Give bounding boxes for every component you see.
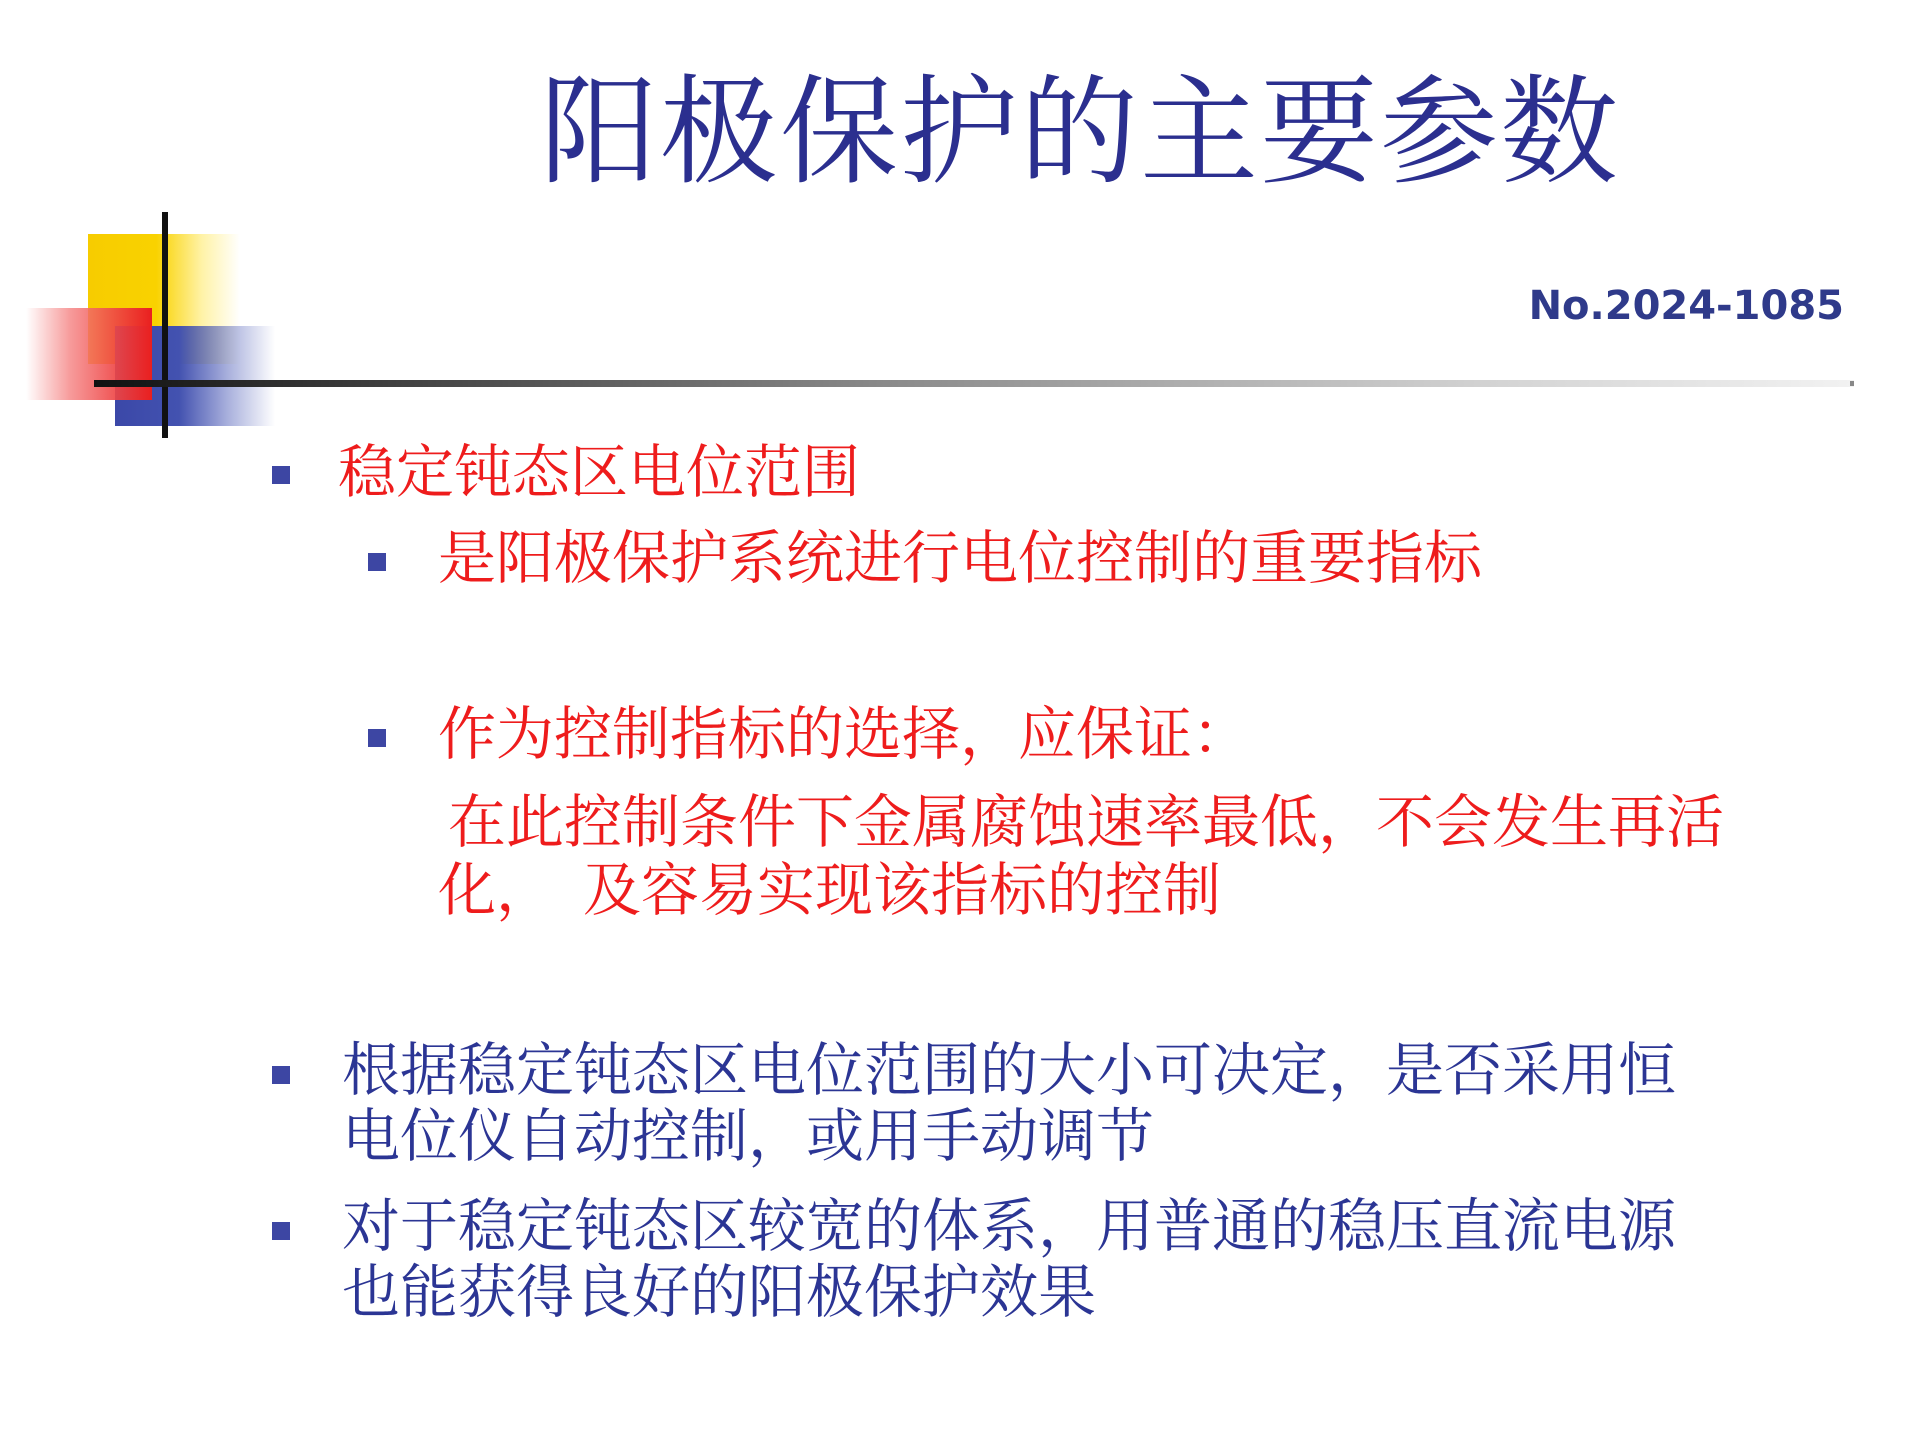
sub-bullet-marker: [368, 729, 386, 747]
bullet-marker: [272, 466, 290, 484]
sub-bullet-marker: [368, 553, 386, 571]
bullet-3-line-2: 也能获得良好的阳极保护效果: [342, 1258, 1097, 1326]
decor-rule-end-tick: [1850, 381, 1854, 386]
decor-horizontal-rule: [94, 380, 1854, 387]
decor-vertical-line: [162, 212, 168, 438]
bullet-3-line-1: 对于稳定钝态区较宽的体系，用普通的稳压直流电源: [342, 1192, 1677, 1260]
sub-bullet-1-text: 是阳极保护系统进行电位控制的重要指标: [438, 524, 1483, 592]
bullet-2-line-1: 根据稳定钝态区电位范围的大小可决定，是否采用恒: [342, 1036, 1677, 1104]
bullet-marker: [272, 1066, 290, 1084]
sub-bullet-2-text: 作为控制指标的选择，应保证：: [438, 700, 1251, 768]
bullet-marker: [272, 1222, 290, 1240]
sub-bullet-2-continuation-line-1: 在此控制条件下金属腐蚀速率最低，不会发生再活: [448, 788, 1725, 856]
bullet-2-line-2: 电位仪自动控制，或用手动调节: [342, 1102, 1155, 1170]
bullet-1-text: 稳定钝态区电位范围: [338, 438, 861, 506]
document-number: No.2024-1085: [1528, 283, 1844, 329]
sub-bullet-2-continuation-line-2: 化， 及容易实现该指标的控制: [438, 856, 1222, 924]
slide-title: 阳极保护的主要参数: [540, 63, 1621, 201]
